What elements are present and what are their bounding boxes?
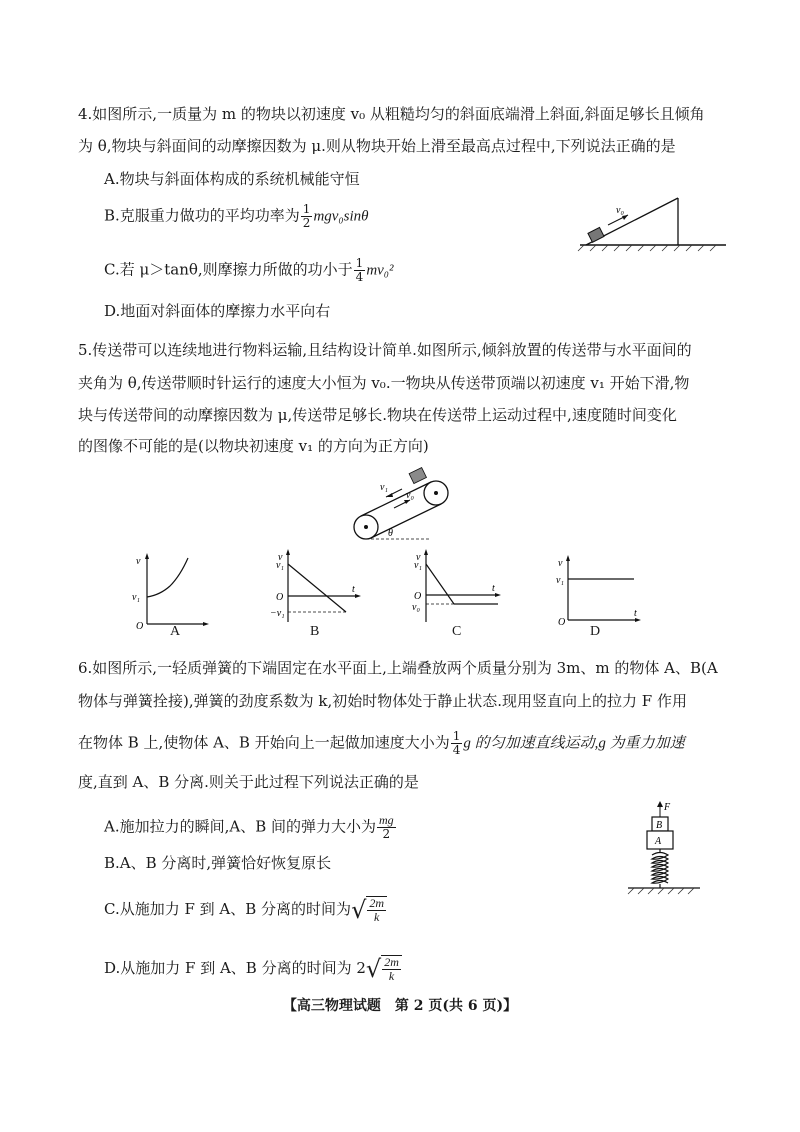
q6-option-d: D.从施加力 F 到 A、B 分离的时间为 2√ $\frac{2m}{k}$ [104,955,402,983]
graph-a-v-axis: v [136,556,141,567]
q5-graph-b [270,546,362,626]
q5-stem-line2: 夹角为 θ,传送带顺时针运行的速度大小恒为 v₀.一物块从传送带顶端以初速度 v₁ 开始下滑,物 [78,374,690,392]
q4-stem-line1: 4.如图所示,一质量为 m 的物块以初速度 v₀ 从粗糙均匀的斜面底端滑上斜面,斜面足够长且倾角 [78,105,705,123]
q4-option-c: C.若 μ＞tanθ,则摩擦力所做的功小于 $\frac{1}{4}$ mv₀² [104,256,394,284]
q6-block-b-label: B [656,820,663,831]
graph-d-v-axis: v [558,558,563,569]
graph-c-v0-label: v₀ [412,602,420,613]
q4-option-d: D.地面对斜面体的摩擦力水平向右 [104,302,331,320]
graph-b-origin: O [276,592,284,603]
q5-conveyor-figure [344,458,464,550]
page-footer: 【高三物理试题 第 2 页(共 6 页)】 [282,998,518,1014]
q5-v0-label: v₀ [406,490,414,501]
q4-v0-label: v₀ [616,205,624,216]
q5-theta-label: θ [388,528,393,539]
q5-stem-line4: 的图像不可能的是(以物块初速度 v₁ 的方向为正方向) [78,437,429,455]
q6-spring-figure [624,800,706,904]
graph-d-v1-label: v₁ [556,575,564,586]
q4-stem-line2: 为 θ,物块与斜面间的动摩擦因数为 μ.则从物块开始上滑至最高点过程中,下列说法正确的是 [78,137,676,155]
q6-option-b: B.A、B 分离时,弹簧恰好恢复原长 [104,854,332,872]
q5-v1-label: v₁ [380,482,388,493]
graph-c-v1-label: v₁ [414,560,422,571]
q5-graph-a [130,550,210,630]
q5-graph-d [554,552,646,626]
q4-incline-figure [556,190,736,252]
graph-a-label: A [170,624,181,639]
q5-stem-line3: 块与传送带间的动摩擦因数为 μ,传送带足够长.物块在传送带上运动过程中,速度随时间变化 [78,406,677,424]
q6-block-a-label: A [655,836,662,847]
graph-d-origin: O [558,617,566,626]
q4-option-b: B.克服重力做功的平均功率为 $\frac{1}{2}$ mgv₀sinθ [104,202,369,230]
graph-a-v1-label: v₁ [132,592,140,603]
graph-b-t-axis: t [352,584,355,595]
graph-c-t-axis: t [492,583,495,594]
graph-b-label: B [310,624,320,639]
q6-option-a: A.施加拉力的瞬间,A、B 间的弹力大小为 $\frac{mg}{2}$ [104,813,394,841]
graph-c-label: C [452,624,462,639]
q5-graph-c [410,546,502,626]
graph-a-origin: O [136,621,144,630]
q6-stem-line3: 在物体 B 上,使物体 A、B 开始向上一起做加速度大小为 $\frac{1}{4}$ g 的匀加速直线运动,g 为重力加速 [78,729,685,757]
q6-option-c: C.从施加力 F 到 A、B 分离的时间为√ $\frac{2m}{k}$ [104,896,387,924]
graph-b-v1-label: v₁ [276,560,284,571]
graph-d-t-axis: t [634,608,637,619]
graph-c-origin: O [414,591,422,602]
graph-c-v-axis: v [416,552,421,563]
graph-d-label: D [590,624,601,639]
q6-stem-line4: 度,直到 A、B 分离.则关于此过程下列说法正确的是 [78,773,419,791]
q6-stem-line1: 6.如图所示,一轻质弹簧的下端固定在水平面上,上端叠放两个质量分别为 3m、m 的物体 A、B(A [78,659,718,677]
q5-stem-line1: 5.传送带可以连续地进行物料运输,且结构设计简单.如图所示,倾斜放置的传送带与水平面间的 [78,341,692,359]
graph-b-v-axis: v [278,552,283,563]
graph-b-neg-v1: −v₁ [270,608,285,619]
q6-force-label: F [664,802,671,813]
q6-stem-line2: 物体与弹簧拴接),弹簧的劲度系数为 k,初始时物体处于静止状态.现用竖直向上的拉力 F 作用 [78,692,687,710]
q4-option-a: A.物块与斜面体构成的系统机械能守恒 [104,170,360,188]
